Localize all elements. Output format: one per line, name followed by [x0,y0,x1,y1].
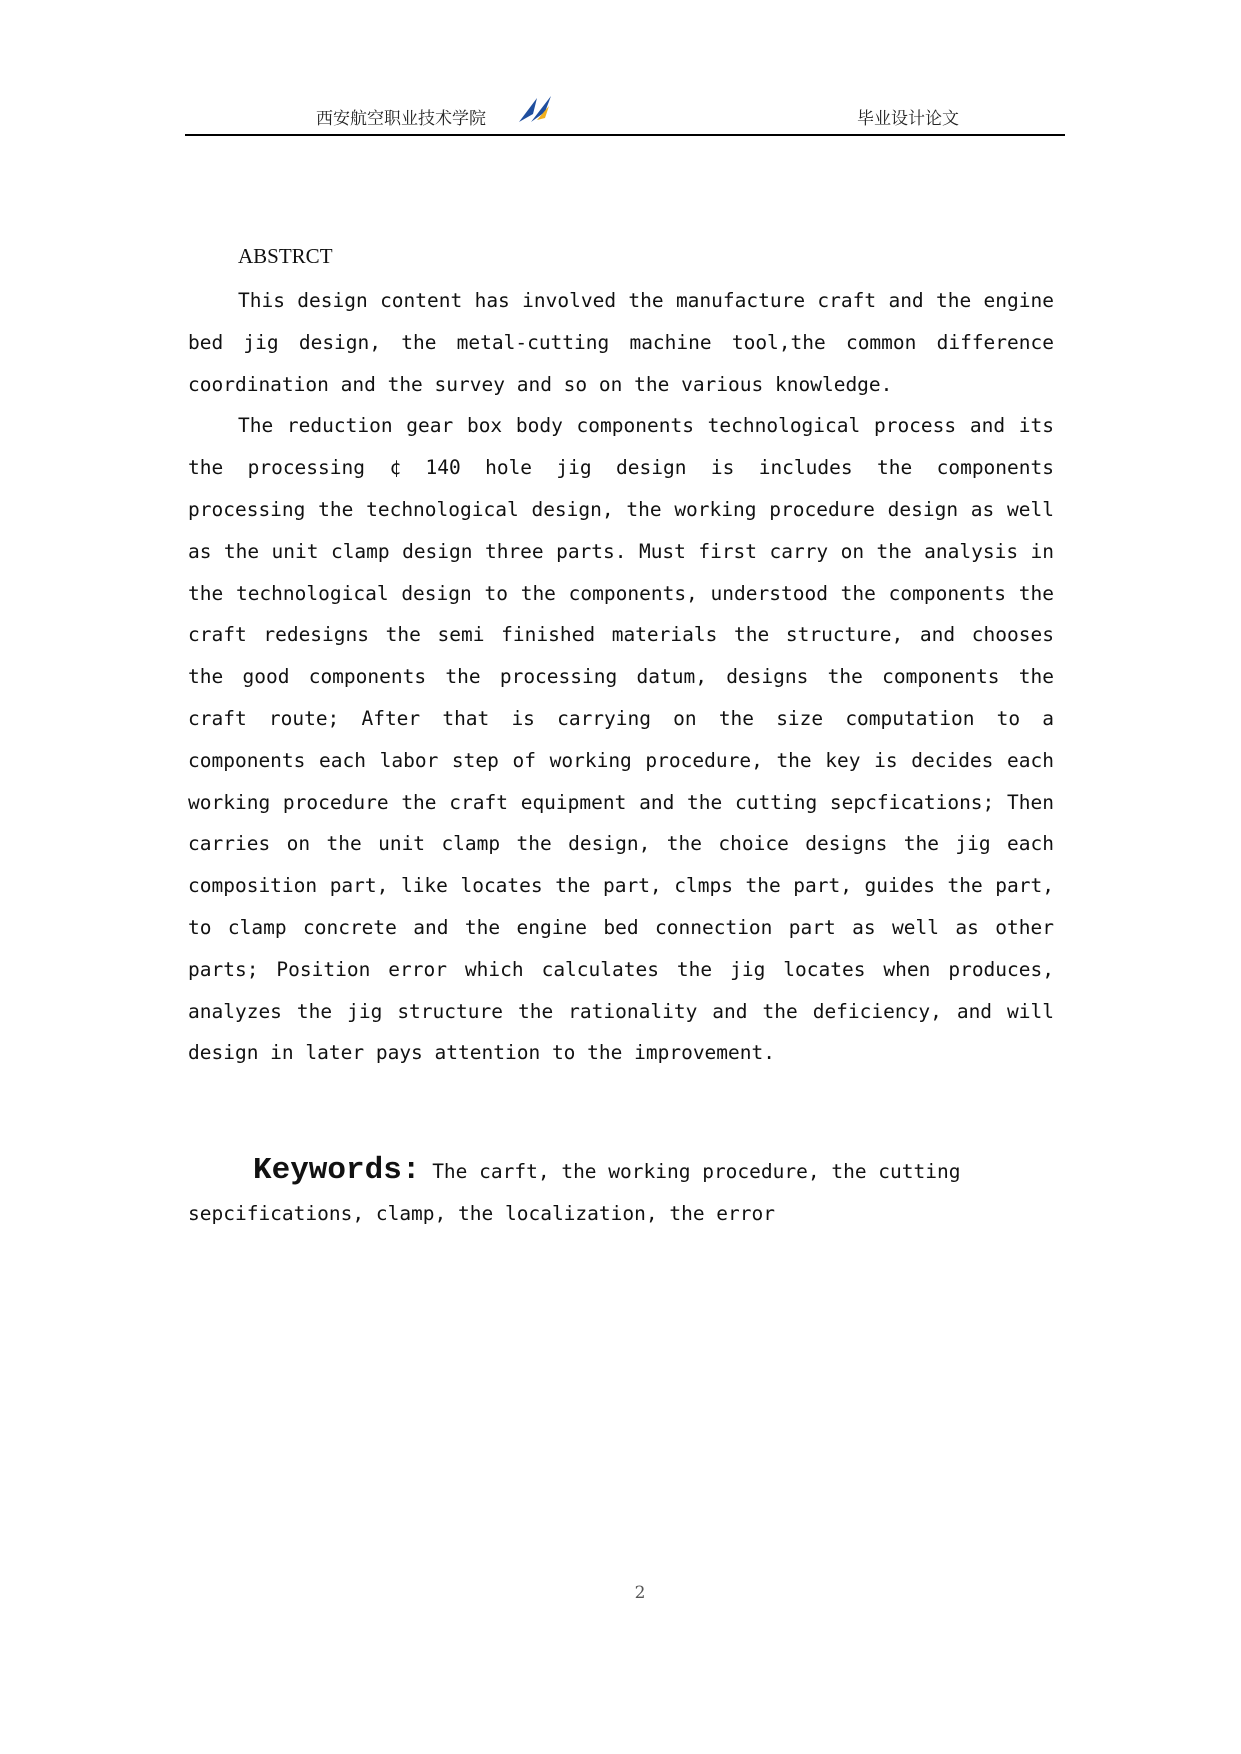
abstract-paragraph: This design content has involved the manufacture craft and the engine bed jig design, the metal-cutting machine tool,the common difference coordination and the survey and so on the various knowledge. [188,289,1054,396]
document-type: 毕业设计论文 [857,109,959,129]
college-logo-icon [515,92,559,128]
page-number: 2 [634,1583,646,1603]
keywords-section [188,1150,1054,1235]
page-header [185,92,1065,136]
institution-name: 西安航空职业技术学院 [316,109,486,129]
abstract-paragraph: The reduction gear box body components technological process and its the processing ¢ 140 hole jig design is includes the components processing the technological design, the working procedure design as well as the unit clamp design three parts. Must first carry on the analysis in the technological design to the components, understood the components the craft redesigns the semi finished materials the structure, and chooses the good components the processing datum, designs the components the craft route; After that is carrying on the size computation to a components each labor step of working procedure, the key is decides each working procedure the craft equipment and the cutting sepcfications; Then carries on the unit clamp the design, the choice designs the jig each composition part, like locates the part, clmps the part, guides the part, to clamp concrete and the engine bed connection part as well as other parts; Position error which calculates the jig locates when produces, analyzes the jig structure the rationality and the deficiency, and will design in later pays attention to the improvement. [188,414,1054,1065]
keywords-label: Keywords: [253,1153,421,1188]
keywords-text: The carft, the working procedure, the cutting sepcifications, clamp, the localization, the error [188,1160,961,1225]
abstract-heading: ABSTRCT [238,244,333,268]
abstract-body [188,280,1054,1074]
